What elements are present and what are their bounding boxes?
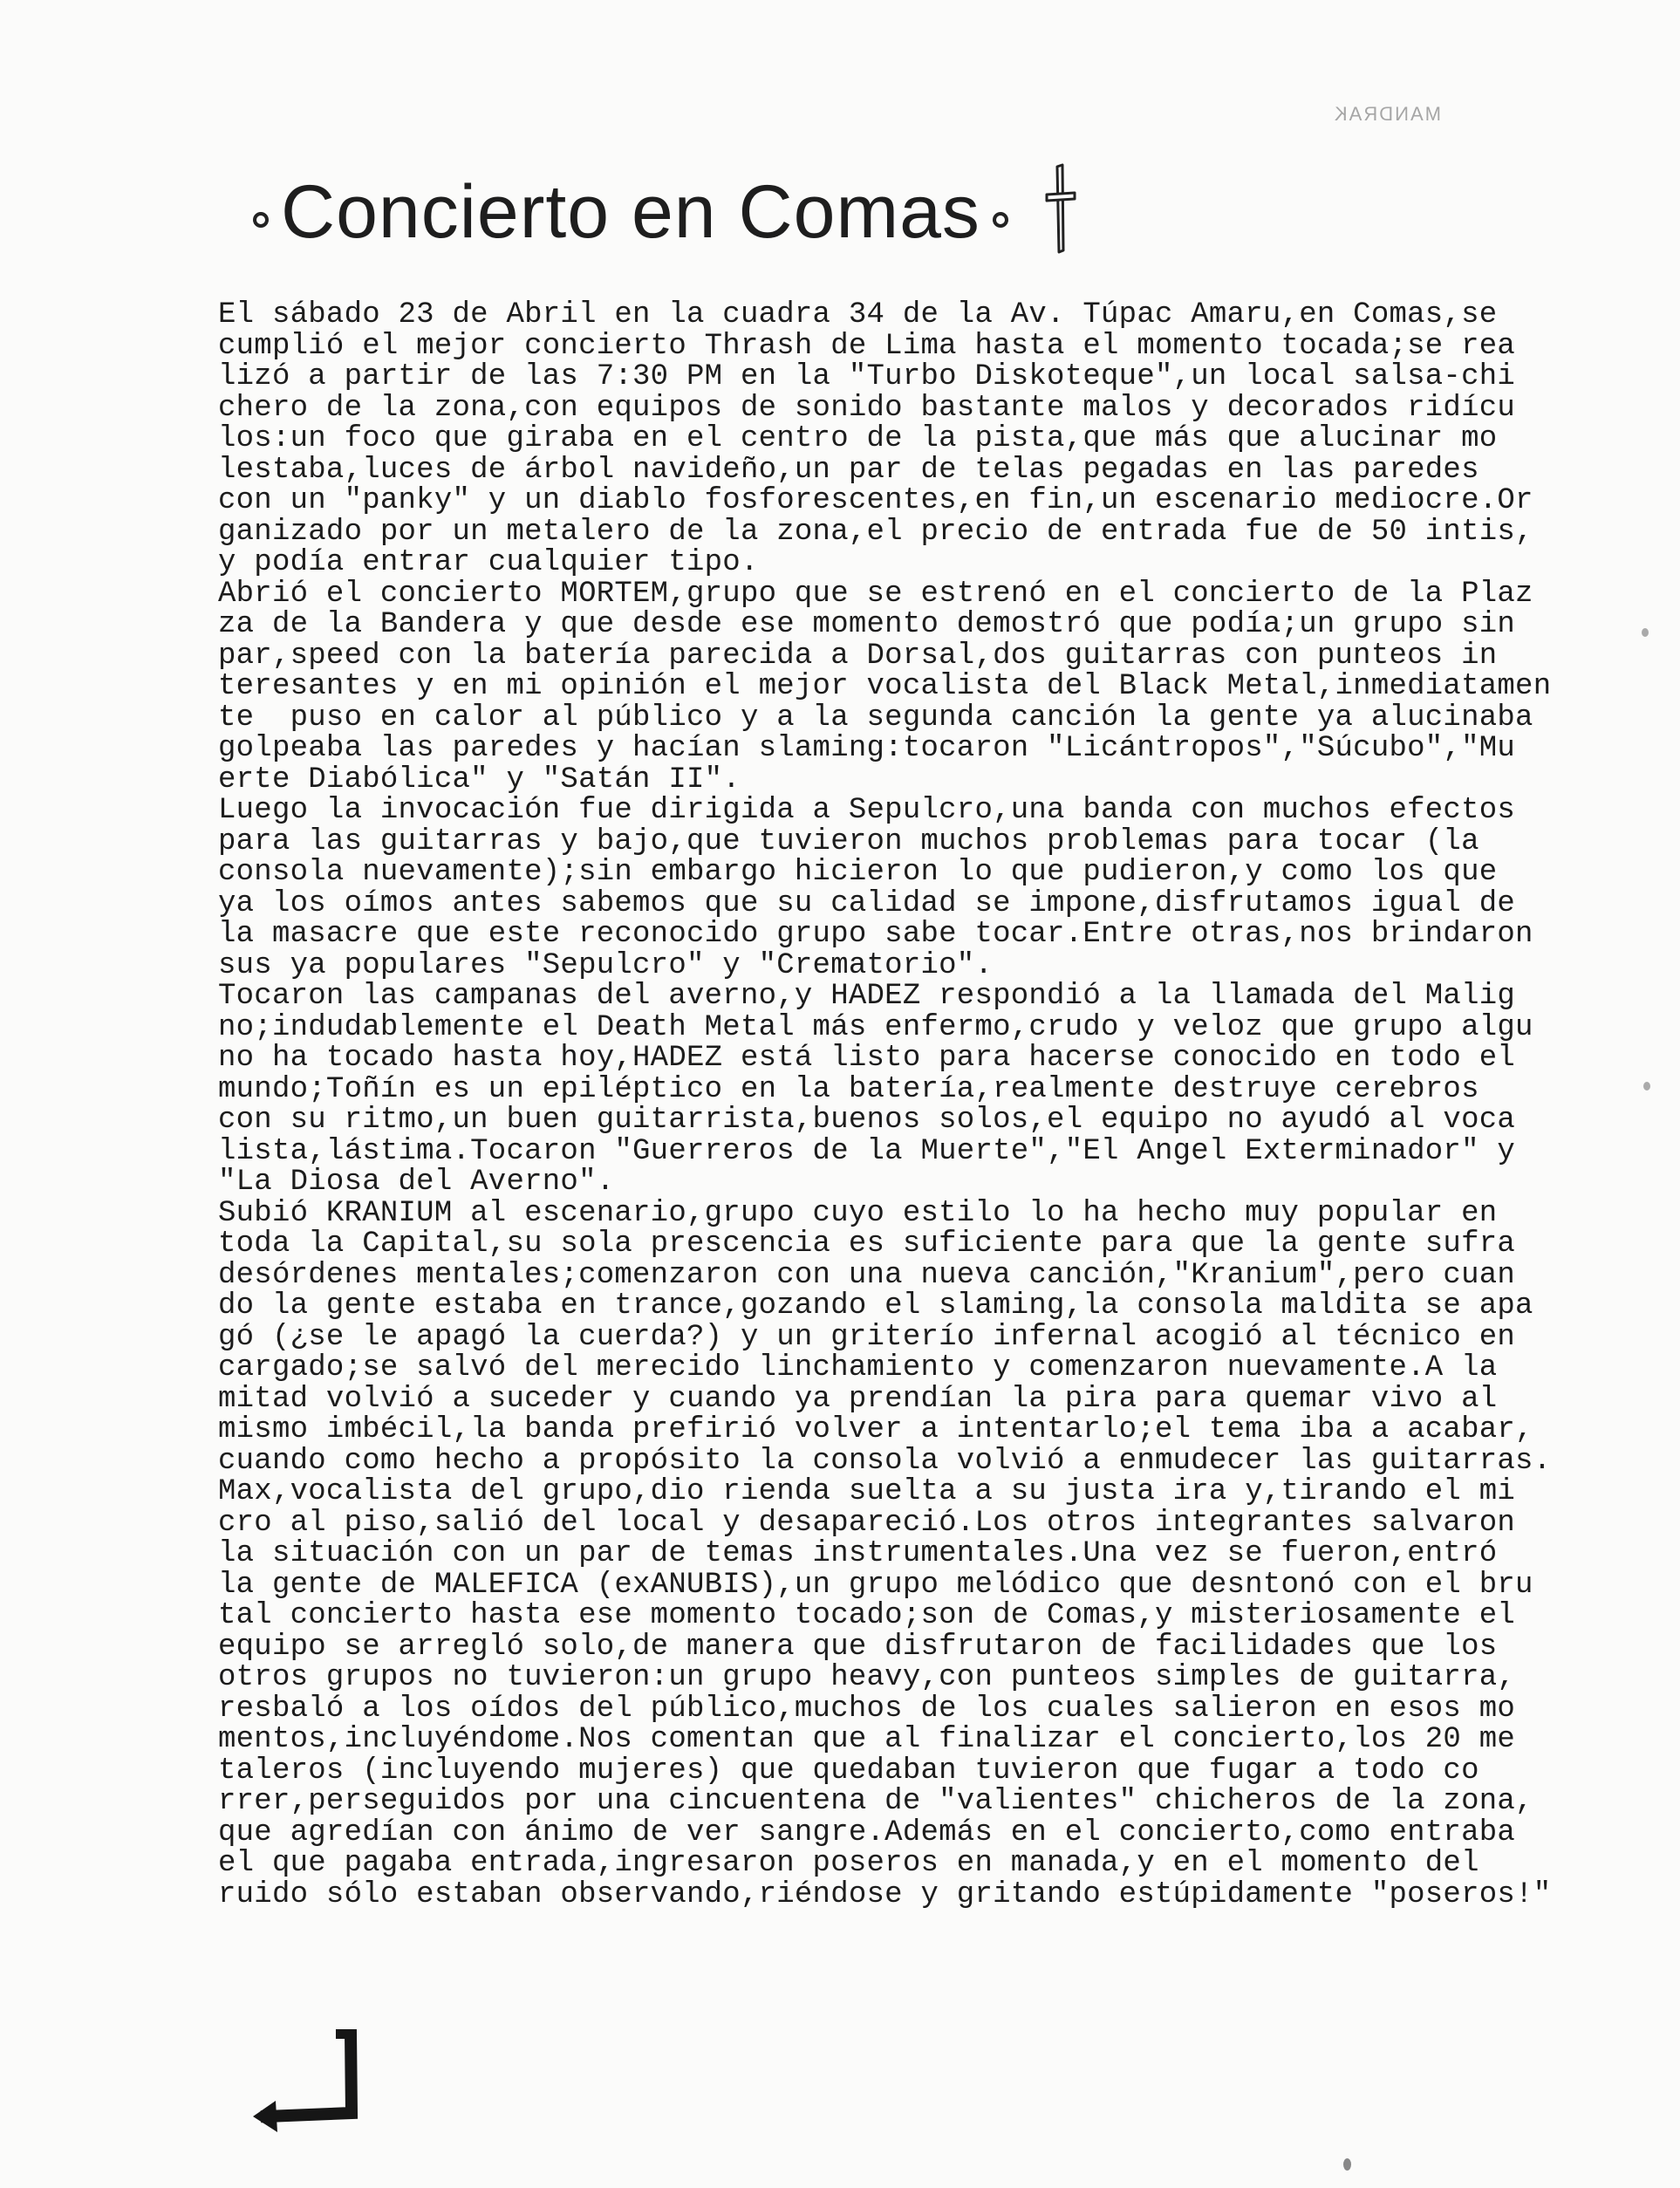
article-line: Max,vocalista del grupo,dio rienda suelta a su justa ira y,tirando el mi xyxy=(218,1475,1516,1508)
article-line: Luego la invocación fue dirigida a Sepulcro,una banda con muchos efectos xyxy=(218,794,1516,827)
article-line: erte Diabólica" y "Satán II". xyxy=(218,762,741,797)
article-line: mundo;Toñín es un epiléptico en la batería,realmente destruye cerebros xyxy=(218,1072,1479,1106)
article-line: lizó a partir de las 7:30 PM en la "Turbo Diskoteque",un local salsa-chi xyxy=(218,360,1516,393)
article-line: el que pagaba entrada,ingresaron poseros en manada,y en el momento del xyxy=(218,1847,1479,1880)
article-line: desórdenes mentales;comenzaron con una nueva canción,"Kranium",pero cuan xyxy=(218,1258,1516,1292)
article-line: que agredían con ánimo de ver sangre.Además en el concierto,como entraba xyxy=(218,1815,1516,1850)
article-line: equipo se arregló solo,de manera que disfrutaron de facilidades que los xyxy=(218,1630,1498,1664)
article-line: no ha tocado hasta hoy,HADEZ está listo para hacerse conocido en todo el xyxy=(218,1042,1516,1075)
article-line: los:un foco que giraba en el centro de la pista,que más que alucinar mo xyxy=(218,422,1498,455)
article-line: la gente de MALEFICA (exANUBIS),un grupo melódico que desntonó con el bru xyxy=(218,1568,1533,1602)
article-line: te puso en calor al público y a la segunda canción la gente ya alucinaba xyxy=(218,701,1533,735)
article-line: y podía entrar cualquier tipo. xyxy=(218,546,759,579)
article-line: lista,lástima.Tocaron "Guerreros de la Muerte","El Angel Exterminador" y xyxy=(218,1134,1516,1168)
article-line: ruido sólo estaban observando,riéndose y gritando estúpidamente "poseros!" xyxy=(218,1877,1552,1911)
article-line: teresantes y en mi opinión el mejor vocalista del Black Metal,inmediatamen xyxy=(218,670,1552,703)
mirrored-stamp: MANDRAK xyxy=(1333,103,1442,125)
article-line: za de la Bandera y que desde ese momento demostró que podía;un grupo sin xyxy=(218,608,1516,641)
article-line: otros grupos no tuvieron:un grupo heavy,con punteos simples de guitarra, xyxy=(218,1661,1516,1694)
article-line: para las guitarras y bajo,que tuvieron muchos problemas para tocar (la xyxy=(218,824,1479,858)
article-line: "La Diosa del Averno". xyxy=(218,1166,615,1199)
article-line: con un "panky" y un diablo fosforescentes,en fin,un escenario mediocre.Or xyxy=(218,484,1533,517)
article-line: resbaló a los oídos del público,muchos de los cuales salieron en esos mo xyxy=(218,1692,1516,1726)
article-line: mismo imbécil,la banda prefirió volver a intentarlo;el tema iba a acabar, xyxy=(218,1413,1533,1446)
article-line: cro al piso,salió del local y desapareció.Los otros integrantes salvaron xyxy=(218,1506,1516,1540)
article-line: Subió KRANIUM al escenario,grupo cuyo estilo lo ha hecho muy popular en xyxy=(218,1196,1498,1230)
arrow-down-left-icon xyxy=(246,2029,368,2143)
article-body xyxy=(218,300,1649,1911)
cross-icon xyxy=(1043,160,1078,256)
article-line: rrer,perseguidos por una cincuentena de "valientes" chicheros de la zona, xyxy=(218,1785,1533,1818)
article-line: Tocaron las campanas del averno,y HADEZ respondió a la llamada del Malig xyxy=(218,980,1516,1013)
article-line: Abrió el concierto MORTEM,grupo que se estrenó en el concierto de la Plaz xyxy=(218,577,1533,611)
page-title: Concierto en Comas xyxy=(281,170,980,254)
article-line: no;indudablemente el Death Metal más enfermo,crudo y veloz que grupo algu xyxy=(218,1010,1533,1044)
paper-speck xyxy=(1642,628,1649,637)
article-line: consola nuevamente);sin embargo hicieron lo que pudieron,y como los que xyxy=(218,856,1498,889)
article-line: mentos,incluyéndome.Nos comentan que al finalizar el concierto,los 20 me xyxy=(218,1723,1516,1756)
article-line: toda la Capital,su sola prescencia es suficiente para que la gente sufra xyxy=(218,1227,1516,1261)
article-line: cargado;se salvó del merecido linchamiento y comenzaron nuevamente.A la xyxy=(218,1351,1498,1385)
article-line: lestaba,luces de árbol navideño,un par de telas pegadas en las paredes xyxy=(218,453,1479,487)
article-line: do la gente estaba en trance,gozando el slaming,la consola maldita se apa xyxy=(218,1289,1533,1323)
bullet-circle-icon xyxy=(993,212,1008,228)
paper-speck xyxy=(1643,1082,1650,1091)
article-line: golpeaba las paredes y hacían slaming:tocaron "Licántropos","Súcubo","Mu xyxy=(218,732,1516,765)
paper-speck xyxy=(1343,2158,1351,2171)
article-line: tal concierto hasta ese momento tocado;son de Comas,y misteriosamente el xyxy=(218,1599,1516,1632)
article-line: chero de la zona,con equipos de sonido bastante malos y decorados ridícu xyxy=(218,391,1516,425)
article-line: cumplió el mejor concierto Thrash de Lima hasta el momento tocada;se rea xyxy=(218,329,1516,363)
article-line: El sábado 23 de Abril en la cuadra 34 de la Av. Túpac Amaru,en Comas,se xyxy=(218,298,1498,332)
article-line: ganizado por un metalero de la zona,el precio de entrada fue de 50 intis, xyxy=(218,515,1533,549)
article-line: par,speed con la batería parecida a Dorsal,dos guitarras con punteos in xyxy=(218,639,1498,673)
title-row xyxy=(253,164,1078,260)
article-line: gó (¿se le apagó la cuerda?) y un griterío infernal acogió al técnico en xyxy=(218,1320,1516,1354)
article-line: taleros (incluyendo mujeres) que quedaban tuvieron que fugar a todo co xyxy=(218,1754,1479,1788)
article-line: la masacre que este reconocido grupo sabe tocar.Entre otras,nos brindaron xyxy=(218,918,1533,951)
bullet-circle-icon xyxy=(253,212,269,228)
article-line: mitad volvió a suceder y cuando ya prendían la pira para quemar vivo al xyxy=(218,1382,1498,1416)
article-line: cuando como hecho a propósito la consola volvió a enmudecer las guitarras. xyxy=(218,1444,1552,1478)
article-line: la situación con un par de temas instrumentales.Una vez se fueron,entró xyxy=(218,1537,1498,1570)
article-line: ya los oímos antes sabemos que su calidad se impone,disfrutamos igual de xyxy=(218,886,1516,920)
article-line: sus ya populares "Sepulcro" y "Crematorio". xyxy=(218,948,994,982)
article-line: con su ritmo,un buen guitarrista,buenos solos,el equipo no ayudó al voca xyxy=(218,1104,1516,1137)
